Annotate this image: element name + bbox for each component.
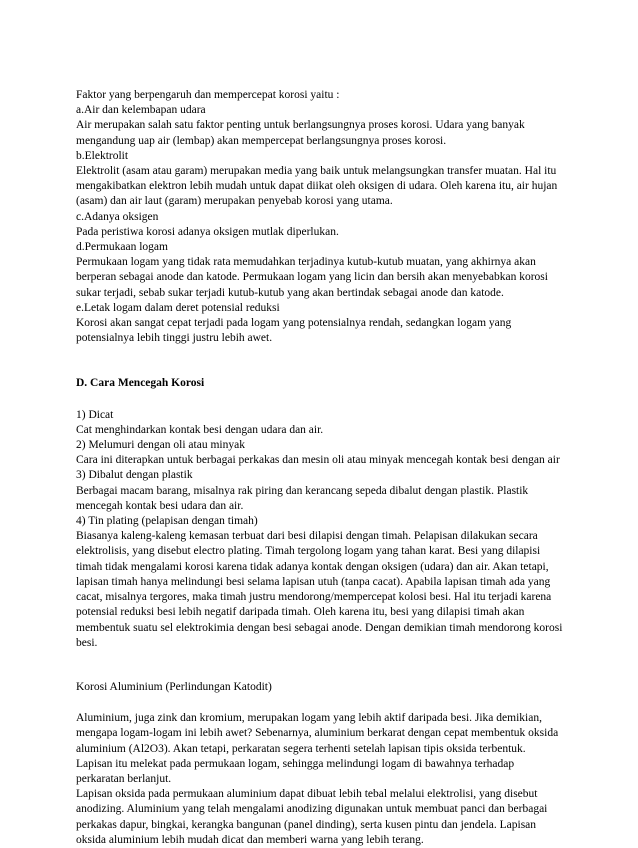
paragraph-line: 3) Dibalut dengan plastik [76, 469, 193, 482]
paragraph-line: perkaratan berlanjut. [76, 772, 172, 785]
paragraph-line: mencegah kontak besi udara dan air. [76, 499, 244, 512]
paragraph-line: 4) Tin plating (pelapisan dengan timah) [76, 515, 258, 528]
paragraph-line: besi. [76, 636, 98, 649]
section-cara-mencegah-korosi [76, 376, 596, 650]
paragraph-line: a.Air dan kelembapan udara [76, 104, 206, 117]
paragraph-line: Korosi akan sangat cepat terjadi pada logam yang potensialnya rendah, sedangkan logam yang [76, 317, 512, 330]
paragraph-line: sukar terjadi, sebab sukar terjadi kutub-kutub yang akan bertindak sebagai anode dan katode. [76, 286, 504, 299]
paragraph-line: timah tidak mengalami korosi karena tidak adanya kontak dengan oksigen (udara) dan air. Akan tetapi, [76, 560, 549, 573]
paragraph-line: potensial reduksi besi lebih negatif daripada timah. Oleh karena itu, besi yang dilapisi timah akan [76, 606, 525, 619]
paragraph-line: anodizing. Aluminium yang telah mengalami anodizing digunakan untuk membuat panci dan berbagai [76, 803, 548, 816]
paragraph-line: Berbagai macam barang, misalnya rak piring dan kerancang sepeda dibalut dengan plastik. Plastik [76, 484, 529, 497]
paragraph-line: Air merupakan salah satu faktor penting untuk berlangsungnya proses korosi. Udara yang banyak [76, 119, 525, 132]
section-heading: Korosi Aluminium (Perlindungan Katodit) [76, 680, 272, 693]
paragraph-line: mengapa logam-logam ini lebih awet? Sebenarnya, aluminium berkarat dengan cepat membentuk oksida [76, 727, 559, 740]
paragraph-line: oksida aluminium lebih mudah dicat dan memberi warna yang lebih terang. [76, 833, 424, 846]
paragraph-line: Pada peristiwa korosi adanya oksigen mutlak diperlukan. [76, 225, 339, 238]
paragraph-line: d.Permukaan logam [76, 241, 168, 254]
section-heading: D. Cara Mencegah Korosi [76, 377, 205, 390]
paragraph-line: b.Elektrolit [76, 149, 129, 162]
paragraph-line: perkakas dapur, bingkai, kerangka bangunan (panel dinding), serta kusen pintu dan jendela. Lapisan [76, 818, 537, 831]
paragraph-line: 2) Melumuri dengan oli atau minyak [76, 439, 245, 452]
heading-spacer [76, 392, 596, 408]
paragraph-line: e.Letak logam dalam deret potensial reduksi [76, 301, 280, 314]
paragraph-line: (asam) dan air laut (garam) merupakan penyebab korosi yang utama. [76, 195, 393, 208]
paragraph-line: Elektrolit (asam atau garam) merupakan media yang baik untuk melangsungkan transfer muatan. Hal itu [76, 165, 557, 178]
paragraph-line: Faktor yang berpengaruh dan mempercepat korosi yaitu : [76, 89, 340, 101]
paragraph-line: mengakibatkan elektron lebih mudah untuk dapat diikat oleh oksigen di udara. Oleh karena itu, air hujan [76, 180, 558, 193]
paragraph-line: 1) Dicat [76, 408, 114, 421]
paragraph-line: Aluminium, juga zink dan kromium, merupakan logam yang lebih aktif daripada besi. Jika demikian, [76, 712, 542, 725]
section-spacer [76, 651, 596, 680]
paragraph-line: Permukaan logam yang tidak rata memudahkan terjadinya kutub-kutub muatan, yang akhirnya akan [76, 256, 536, 269]
section-korosi-aluminium [76, 680, 596, 848]
paragraph-line: c.Adanya oksigen [76, 210, 159, 223]
section-spacer [76, 346, 596, 376]
paragraph-line: lapisan timah hanya melindungi besi selama lapisan utuh (tanpa cacat). Apabila lapisan timah ada yang [76, 575, 551, 588]
paragraph-line: Cara ini diterapkan untuk berbagai perkakas dan mesin oli atau minyak mencegah kontak besi dengan air [76, 454, 560, 467]
paragraph-line: membentuk suatu sel elektrokimia dengan besi sebagai anode. Dengan demikian timah mendorong korosi [76, 621, 563, 634]
paragraph-line: berperan sebagai anode dan katode. Permukaan logam yang licin dan bersih akan menyebabkan korosi [76, 271, 548, 284]
paragraph-line: Lapisan oksida pada permukaan aluminium dapat dibuat lebih tebal melalui elektrolisi, yang disebut [76, 788, 538, 801]
paragraph-line: Lapisan itu melekat pada permukaan logam, sehingga melindungi logam di bawahnya terhadap [76, 757, 515, 770]
paragraph-line: Cat menghindarkan kontak besi dengan udara dan air. [76, 423, 324, 436]
paragraph-line: cacat, misalnya tergores, maka timah justru mendorong/mempercepat kolosi besi. Hal itu terjadi karena [76, 591, 552, 604]
section-faktor-korosi [76, 88, 596, 346]
paragraph-line: elektrolisis, yang disebut electro plating. Timah tergolong logam yang tahan karat. Besi yang dilapisi [76, 545, 541, 558]
paragraph-line: mengandung uap air (lembap) akan mempercepat berlangsungnya proses korosi. [76, 134, 447, 147]
document-page [76, 88, 596, 848]
paragraph-line: potensialnya lebih tinggi justru lebih awet. [76, 332, 273, 345]
paragraph-line: aluminium (Al2O3). Akan tetapi, perkaratan segera terhenti setelah lapisan tipis oksida terbentuk. [76, 742, 526, 755]
paragraph-line: Biasanya kaleng-kaleng kemasan terbuat dari besi dilapisi dengan timah. Pelapisan dilakukan secara [76, 530, 538, 543]
heading-spacer [76, 695, 596, 711]
